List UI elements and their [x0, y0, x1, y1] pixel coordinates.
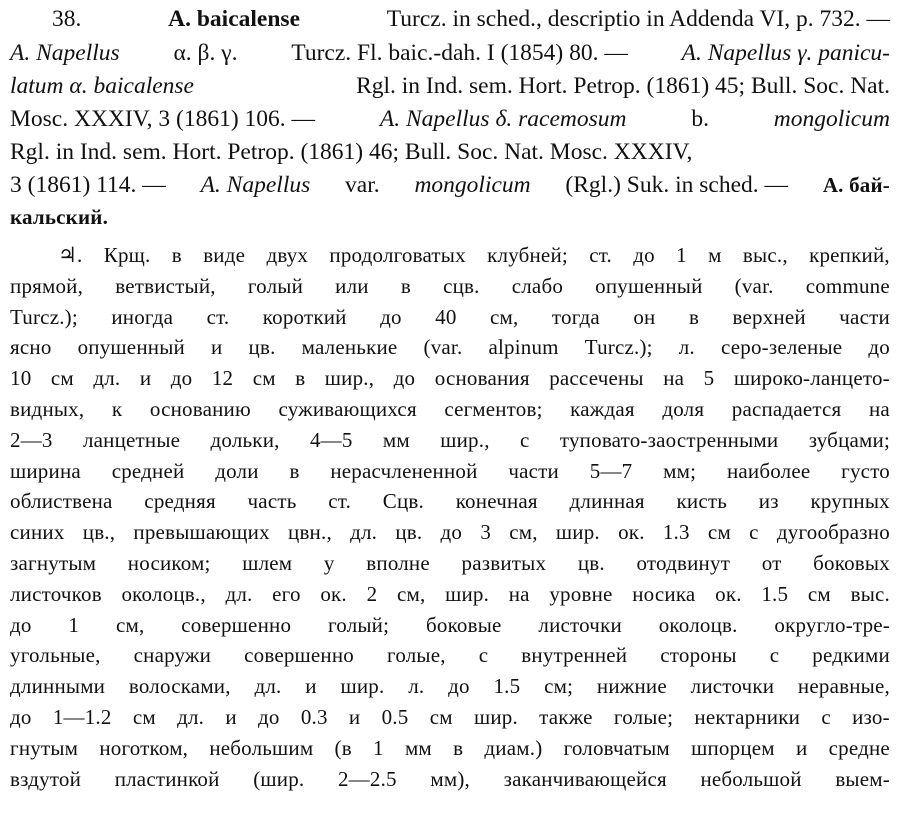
description-line: [58, 240, 890, 270]
entry-segment: 38.: [52, 6, 82, 32]
description-line-text: гнутым ноготком, небольшим (в 1 мм в диам.) головчатым шпорцем и средне: [10, 736, 890, 760]
description-line: [10, 517, 890, 547]
entry-line: [10, 137, 890, 167]
description-line-text: ♃. Крщ. в виде двух продолговатых клубней; ст. до 1 м выс., крепкий,: [58, 243, 890, 267]
entry-line: [52, 4, 890, 34]
description-line-text: 10 см дл. и до 12 см в шир., до основания рассечены на 5 широко-ланцето-: [10, 366, 890, 390]
description-line-text: до 1—1.2 см дл. и до 0.3 и 0.5 см шир. также голые; нектарники с изо-: [10, 705, 890, 729]
description-line: [10, 425, 890, 455]
entry-segment: А. бай-: [822, 173, 890, 197]
description-line: [10, 486, 890, 516]
entry-segment: A. Napellus: [10, 40, 120, 66]
description-line-text: ясно опушенный и цв. маленькие (var. alpinum Turcz.); л. серо-зеленые до: [10, 335, 890, 359]
description-line: [10, 363, 890, 393]
description-line: [10, 733, 890, 763]
entry-segment: var.: [345, 172, 380, 198]
entry-segment: mongolicum: [414, 172, 531, 198]
description-line: [10, 610, 890, 640]
description-line: [10, 640, 890, 670]
description-line-text: синих цв., превышающих цвн., дл. цв. до 3 см, шир. ок. 1.3 см с дугообразно: [10, 520, 890, 544]
entry-segment: A. Napellus δ. racemosum: [379, 106, 627, 132]
entry-segment: A. baicalense: [168, 6, 300, 32]
description-line-text: листочков околоцв., дл. его ок. 2 см, шир. на уровне носика ок. 1.5 см выс.: [10, 582, 890, 606]
description-line-text: длинными волосками, дл. и шир. л. до 1.5 см; нижние листочки неравные,: [10, 674, 890, 698]
entry-segment: mongolicum: [773, 106, 890, 132]
entry-segment: Mosc. XXXIV, 3 (1861) 106. —: [10, 106, 316, 132]
description-line-text: 2—3 ланцетные дольки, 4—5 мм шир., с туповато-заостренными зубцами;: [10, 428, 890, 452]
entry-segment: Turcz. in sched., descriptio in Addenda VI, p. 732. —: [386, 6, 890, 32]
description-line: [10, 702, 890, 732]
entry-line: [10, 71, 890, 101]
description-line: [10, 764, 890, 794]
description-line-text: угольные, снаружи совершенно голые, с внутренней стороны с редкими: [10, 643, 890, 667]
description-line: [10, 548, 890, 578]
description-line: [10, 271, 890, 301]
description-line: [10, 302, 890, 332]
description-line: [10, 671, 890, 701]
description-line-text: до 1 см, совершенно голый; боковые листочки околоцв. округло-тре-: [10, 613, 890, 637]
entry-segment: кальский.: [10, 205, 109, 229]
entry-segment: Rgl. in Ind. sem. Hort. Petrop. (1861) 45; Bull. Soc. Nat.: [356, 73, 890, 99]
entry-segment: Rgl. in Ind. sem. Hort. Petrop. (1861) 46; Bull. Soc. Nat. Mosc. XXXIV,: [10, 139, 693, 165]
entry-line: [10, 202, 890, 232]
description-line-text: облиствена средняя часть ст. Сцв. конечная длинная кисть из крупных: [10, 489, 890, 513]
description-line-text: видных, к основанию суживающихся сегментов; каждая доля распадается на: [10, 397, 890, 421]
entry-segment: α. β. γ.: [173, 40, 238, 66]
description-line: [10, 332, 890, 362]
entry-line: [10, 38, 890, 68]
entry-segment: b.: [691, 106, 709, 132]
entry-segment: 3 (1861) 114. —: [10, 172, 166, 198]
entry-line: [10, 170, 890, 200]
entry-segment: Turcz. Fl. baic.-dah. I (1854) 80. —: [291, 40, 628, 66]
entry-line: [10, 104, 890, 134]
description-line-text: загнутым носиком; шлем у вполне развитых цв. отодвинут от боковых: [10, 551, 890, 575]
entry-segment: A. Napellus γ. panicu-: [681, 40, 890, 66]
description-line-text: Turcz.); иногда ст. короткий до 40 см, тогда он в верхней части: [10, 305, 890, 329]
description-line: [10, 456, 890, 486]
entry-segment: (Rgl.) Suk. in sched. —: [565, 172, 789, 198]
entry-segment: latum α. baicalense: [10, 73, 194, 99]
description-line-text: ширина средней доли в нерасчлененной части 5—7 мм; наиболее густо: [10, 459, 890, 483]
description-line-text: прямой, ветвистый, голый или в сцв. слабо опушенный (var. commune: [10, 274, 890, 298]
description-line-text: вздутой пластинкой (шир. 2—2.5 мм), заканчивающейся небольшой выем-: [10, 767, 890, 791]
entry-segment: A. Napellus: [200, 172, 311, 198]
description-line: [10, 394, 890, 424]
description-line: [10, 579, 890, 609]
